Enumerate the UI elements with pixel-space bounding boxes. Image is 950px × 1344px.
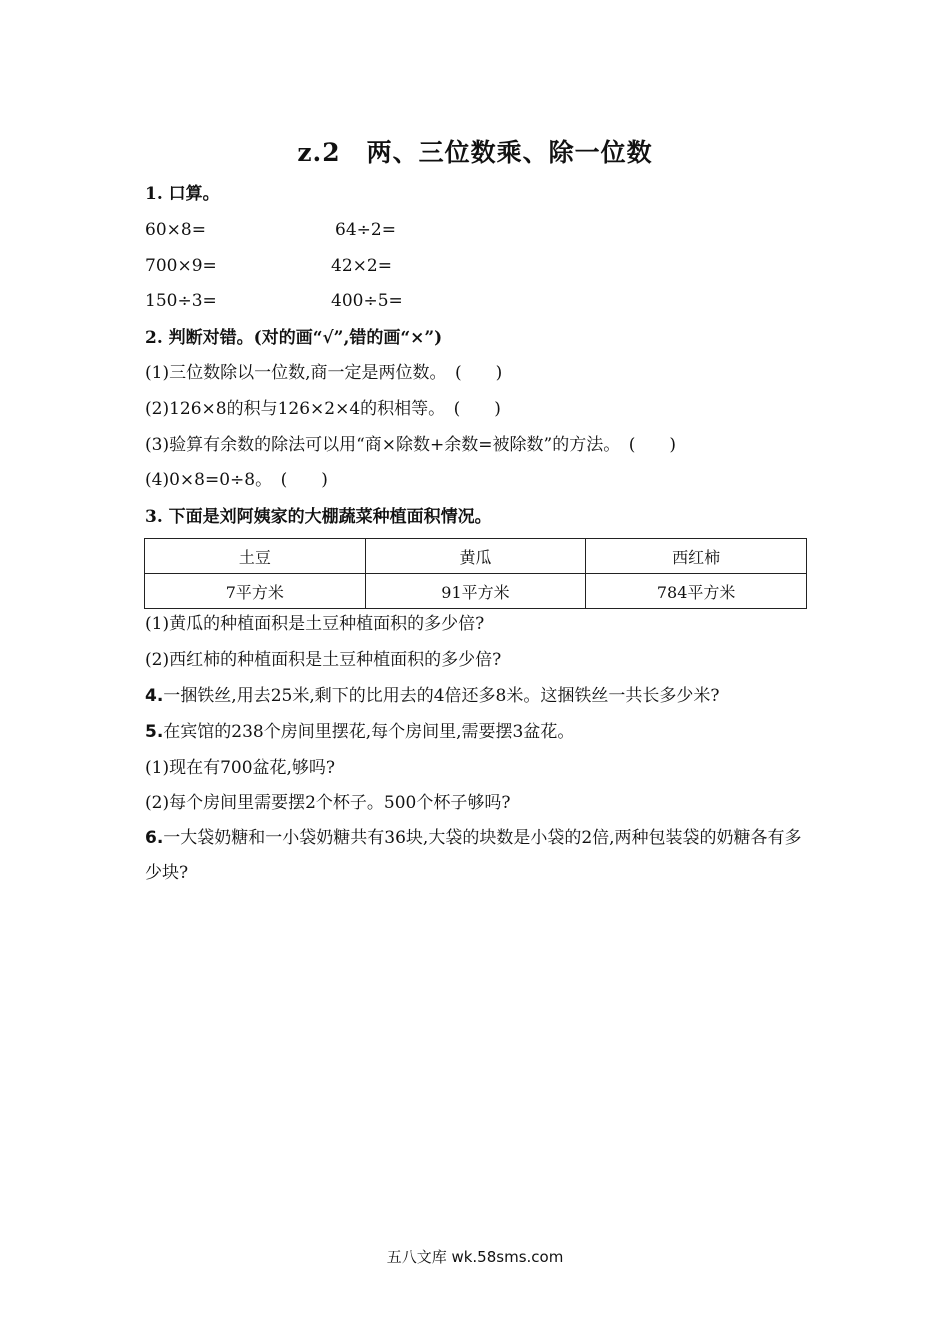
- q5-text: 在宾馆的238个房间里摆花,每个房间里,需要摆3盆花。: [163, 722, 575, 742]
- q5-sub-2: (2)每个房间里需要摆2个杯子。500个杯子够吗?: [145, 793, 511, 813]
- table-header-cell: 黄瓜: [365, 539, 586, 574]
- q1-item-3: 700×9=: [145, 256, 217, 276]
- q2-item-3: (3)验算有余数的除法可以用“商×除数+余数=被除数”的方法。 ( ): [145, 435, 676, 455]
- q2-item-1: (1)三位数除以一位数,商一定是两位数。 ( ): [145, 363, 503, 383]
- q2-item-2: (2)126×8的积与126×2×4的积相等。 ( ): [145, 399, 501, 419]
- q5: [145, 720, 574, 744]
- q4-number: 4.: [145, 686, 164, 706]
- q6-text: 一大袋奶糖和一小袋奶糖共有36块,大袋的块数是小袋的2倍,两种包装袋的奶糖各有多少块?: [145, 828, 802, 883]
- footer-watermark: 五八文库 wk.58sms.com: [386, 1248, 564, 1266]
- q3-heading: 3. 下面是刘阿姨家的大棚蔬菜种植面积情况。: [145, 507, 492, 527]
- page-title: z.2 两、三位数乘、除一位数: [297, 138, 653, 167]
- q5-number: 5.: [145, 722, 164, 742]
- q3-sub-2: (2)西红柿的种植面积是土豆种植面积的多少倍?: [145, 650, 502, 670]
- table-row: [145, 574, 807, 609]
- table-cell: 784平方米: [586, 574, 807, 609]
- q5-sub-1: (1)现在有700盆花,够吗?: [145, 758, 336, 778]
- q1-item-5: 150÷3=: [145, 291, 217, 311]
- table-cell: 7平方米: [145, 574, 366, 609]
- table-header-row: [145, 539, 807, 574]
- q1-item-6: 400÷5=: [331, 291, 403, 311]
- q6-number: 6.: [145, 828, 164, 848]
- q1-item-4: 42×2=: [331, 256, 392, 276]
- area-table: [144, 538, 807, 609]
- q1-item-1: 60×8=: [145, 220, 206, 240]
- q4-text: 一捆铁丝,用去25米,剩下的比用去的4倍还多8米。这捆铁丝一共长多少米?: [163, 686, 720, 706]
- q4: [145, 684, 719, 708]
- q1-item-2: 64÷2=: [335, 220, 396, 240]
- q3-sub-1: (1)黄瓜的种植面积是土豆种植面积的多少倍?: [145, 614, 485, 634]
- q6: [145, 821, 810, 891]
- table-cell: 91平方米: [365, 574, 586, 609]
- q1-heading: 1. 口算。: [145, 184, 220, 204]
- table-header-cell: 土豆: [145, 539, 366, 574]
- table-header-cell: 西红柿: [586, 539, 807, 574]
- q2-item-4: (4)0×8=0÷8。 ( ): [145, 470, 328, 490]
- q2-heading: 2. 判断对错。(对的画“√”,错的画“×”): [145, 328, 443, 348]
